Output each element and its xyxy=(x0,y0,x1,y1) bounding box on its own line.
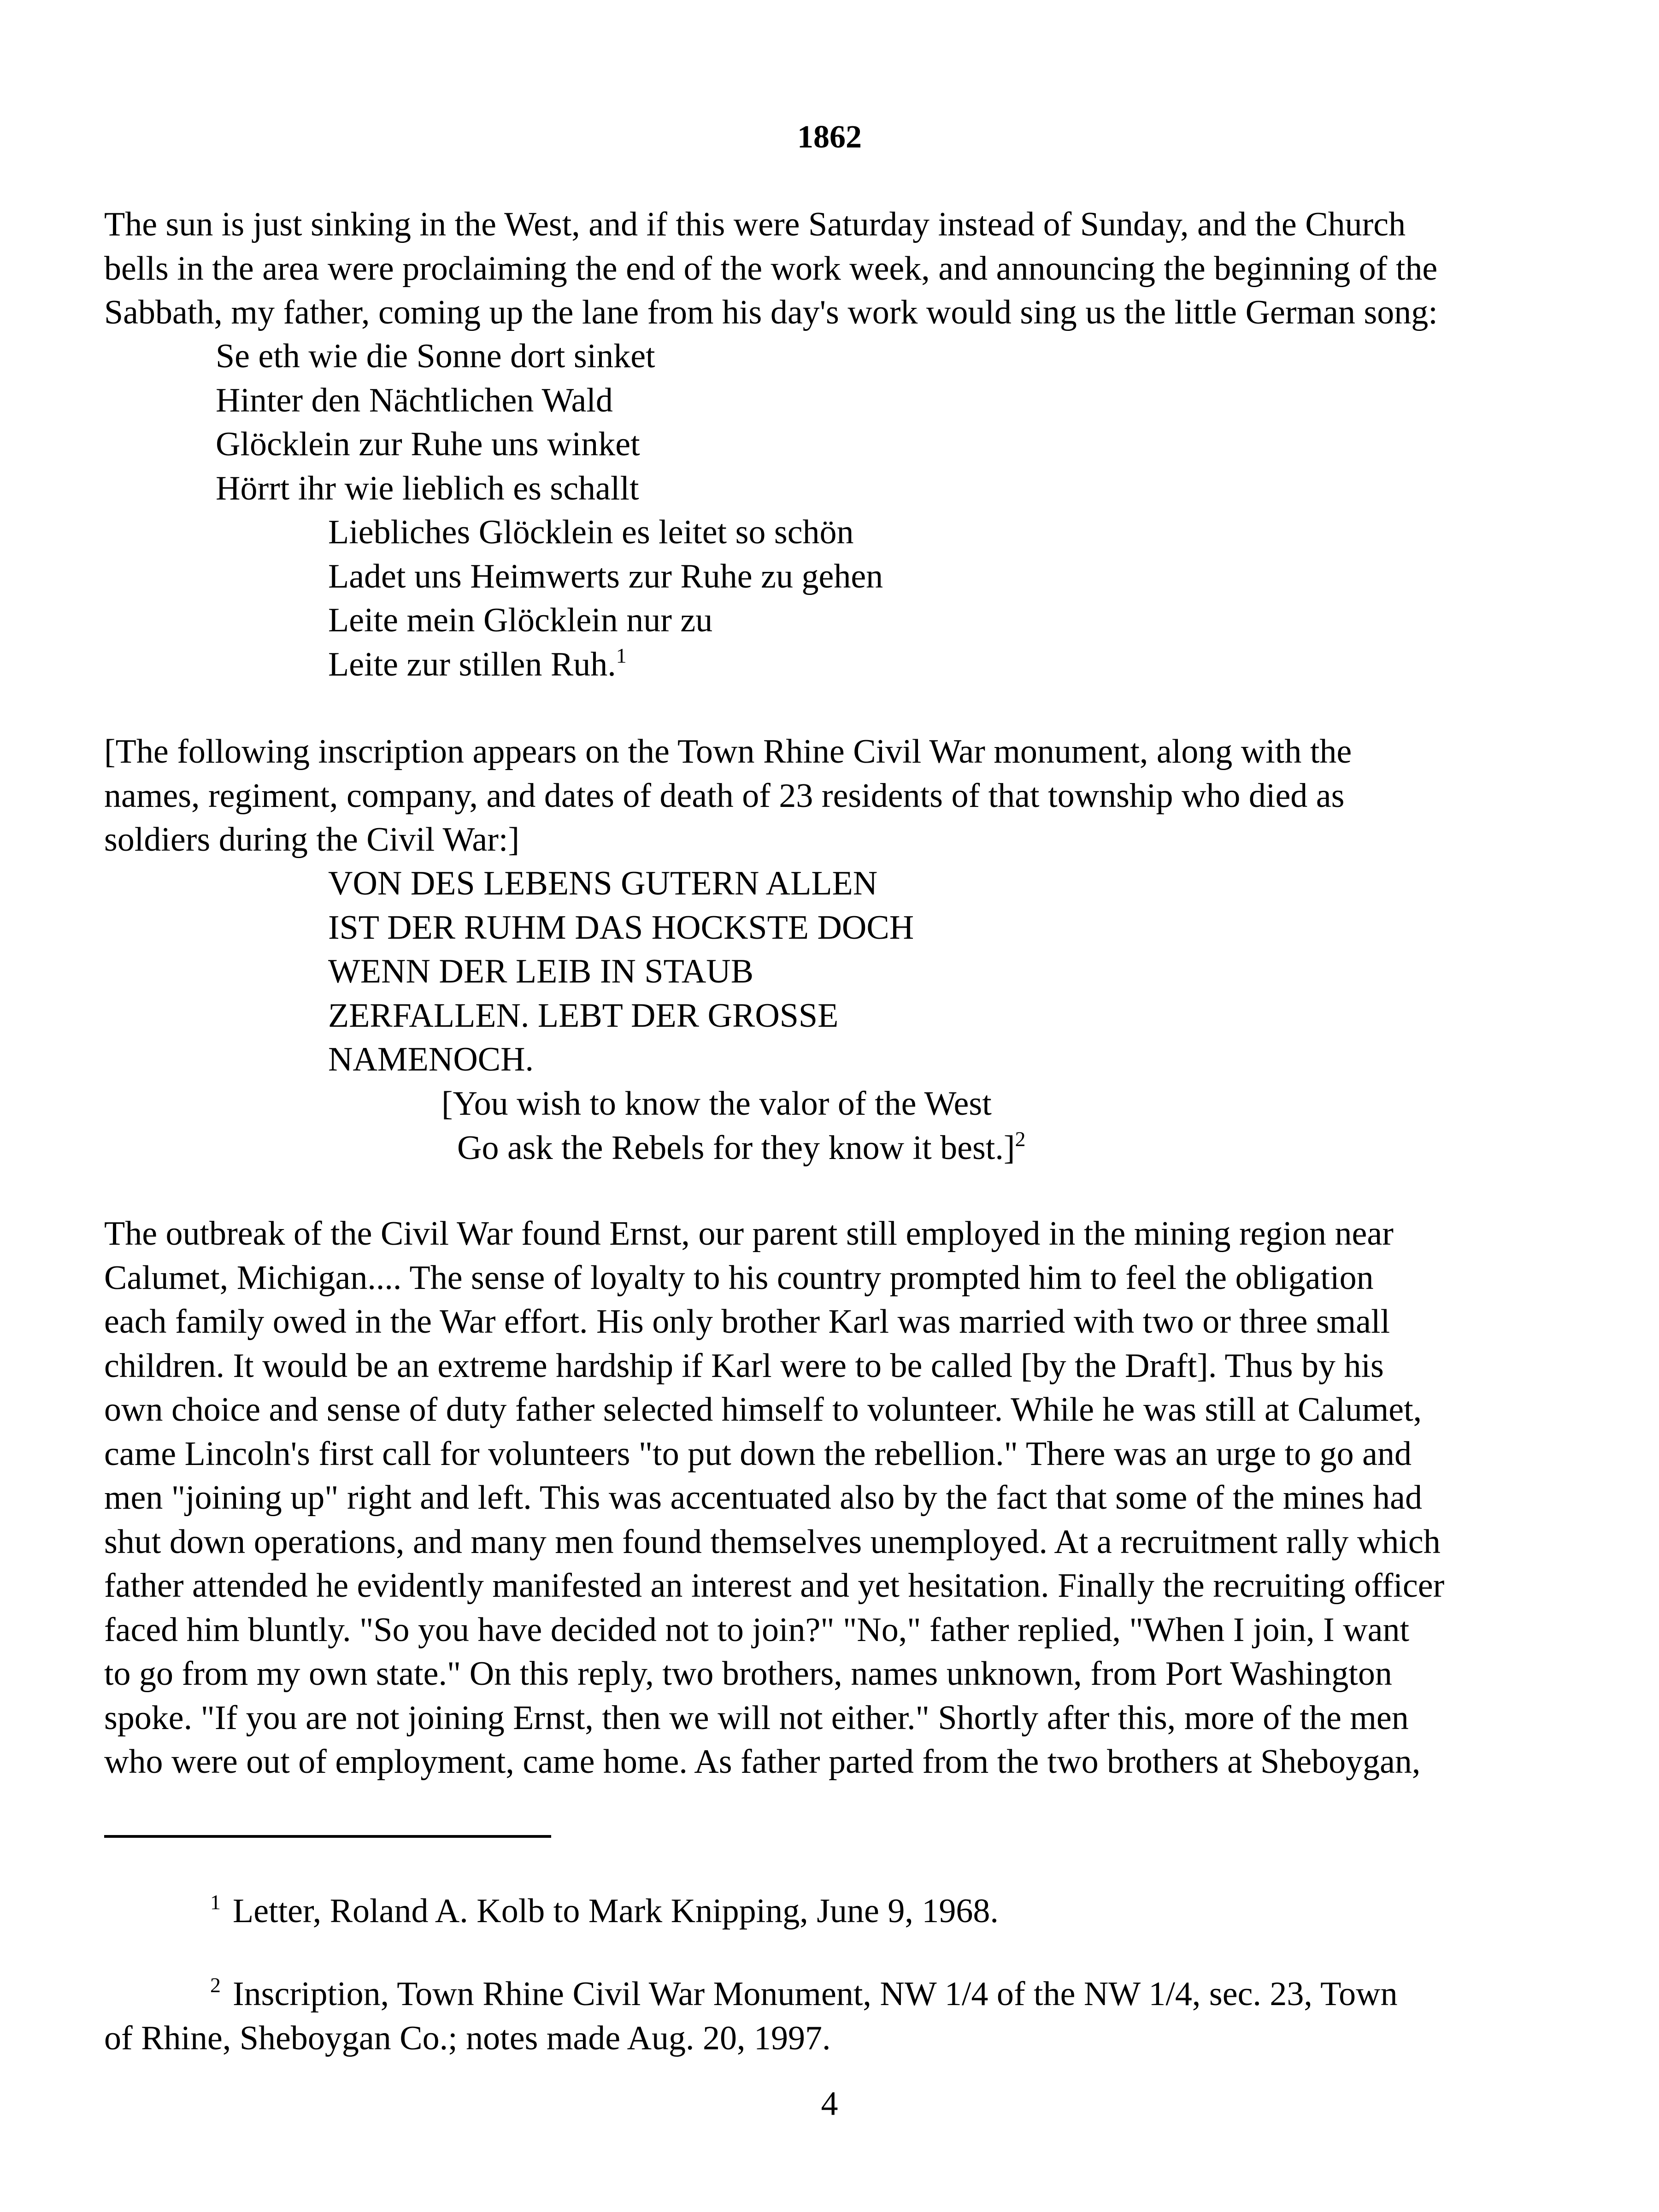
monument-paragraph xyxy=(104,730,1565,862)
main-paragraph xyxy=(104,1212,1565,1784)
text-line: each family owed in the War effort. His only brother Karl was married with two or three small xyxy=(104,1303,1390,1341)
inscription-line: ZERFALLEN. LEBT DER GROSSE xyxy=(328,996,839,1035)
footnote-number: 2 xyxy=(210,1973,221,1997)
text-line: soldiers during the Civil War:] xyxy=(104,821,520,859)
verse-line: Leite mein Glöcklein nur zu xyxy=(328,601,713,639)
verse-line: Hinter den Nächtlichen Wald xyxy=(216,381,613,419)
verse-line: Se eth wie die Sonne dort sinket xyxy=(216,337,655,375)
footnote-2 xyxy=(104,1972,1565,2060)
text-line: shut down operations, and many men found themselves unemployed. At a recruitment rally which xyxy=(104,1523,1441,1561)
inscription-line: WENN DER LEIB IN STAUB xyxy=(328,953,754,990)
footnote-text: Letter, Roland A. Kolb to Mark Knipping, June 9, 1968. xyxy=(233,1892,999,1930)
inscription-line: IST DER RUHM DAS HOCKSTE DOCH xyxy=(328,908,914,947)
footnote-reference: 2 xyxy=(1015,1127,1026,1151)
text-line: father attended he evidently manifested an interest and yet hesitation. Finally the recruiting officer xyxy=(104,1567,1445,1605)
inscription-line: VON DES LEBENS GUTERN ALLEN xyxy=(328,865,878,902)
translation-line xyxy=(441,1126,1026,1171)
text-line: [The following inscription appears on the Town Rhine Civil War monument, along with the xyxy=(104,733,1352,771)
footnote-text: Inscription, Town Rhine Civil War Monument, NW 1/4 of the NW 1/4, sec. 23, Town xyxy=(233,1975,1398,2013)
text-line: children. It would be an extreme hardship if Karl were to be called [by the Draft]. Thus by his xyxy=(104,1347,1384,1385)
footnote-text: of Rhine, Sheboygan Co.; notes made Aug. 20, 1997. xyxy=(104,2019,831,2057)
footnote-reference: 1 xyxy=(616,643,627,667)
verse-line: Glöcklein zur Ruhe uns winket xyxy=(216,425,640,463)
text-line: own choice and sense of duty father selected himself to volunteer. While he was still at Calumet, xyxy=(104,1391,1422,1429)
text-line: who were out of employment, came home. As father parted from the two brothers at Sheboygan, xyxy=(104,1743,1421,1781)
text-line: The sun is just sinking in the West, and if this were Saturday instead of Sunday, and the Church xyxy=(104,206,1406,243)
verse-text: Leite zur stillen Ruh. xyxy=(328,645,616,683)
translation-line: [You wish to know the valor of the West xyxy=(441,1085,992,1123)
footnote-number: 1 xyxy=(210,1890,221,1914)
page-title: 1862 xyxy=(797,119,862,155)
footnote-1 xyxy=(104,1889,1565,1934)
verse-line: Liebliches Glöcklein es leitet so schön xyxy=(328,513,854,551)
inscription-line: NAMENOCH. xyxy=(328,1041,534,1078)
text-line: came Lincoln's first call for volunteers "to put down the rebellion." There was an urge to go and xyxy=(104,1435,1412,1473)
verse-line: Hörrt ihr wie lieblich es schallt xyxy=(216,469,639,507)
verse-line: Ladet uns Heimwerts zur Ruhe zu gehen xyxy=(328,557,883,595)
translation-text: Go ask the Rebels for they know it best.] xyxy=(457,1129,1015,1167)
text-line: men "joining up" right and left. This was accentuated also by the fact that some of the mines had xyxy=(104,1479,1423,1517)
song-stanza-2 xyxy=(328,511,883,687)
text-line: spoke. "If you are not joining Ernst, then we will not either." Shortly after this, more of the men xyxy=(104,1699,1409,1737)
text-line: The outbreak of the Civil War found Ernst, our parent still employed in the mining region near xyxy=(104,1215,1394,1253)
footnote-separator xyxy=(104,1835,551,1838)
verse-line xyxy=(328,643,883,687)
text-line: to go from my own state." On this reply, two brothers, names unknown, from Port Washington xyxy=(104,1655,1392,1693)
song-stanza-1 xyxy=(216,335,655,511)
text-line: bells in the area were proclaiming the end of the work week, and announcing the beginning of the xyxy=(104,249,1438,288)
monument-inscription xyxy=(328,862,914,1082)
text-line: Calumet, Michigan.... The sense of loyalty to his country prompted him to feel the obligation xyxy=(104,1259,1374,1297)
text-line: names, regiment, company, and dates of death of 23 residents of that township who died as xyxy=(104,777,1345,815)
text-line: faced him bluntly. "So you have decided not to join?" "No," father replied, "When I join, I want xyxy=(104,1611,1410,1649)
text-line: Sabbath, my father, coming up the lane from his day's work would sing us the little German song: xyxy=(104,294,1438,331)
intro-paragraph xyxy=(104,203,1565,335)
inscription-translation xyxy=(441,1082,1026,1170)
page-number: 4 xyxy=(821,2085,838,2123)
